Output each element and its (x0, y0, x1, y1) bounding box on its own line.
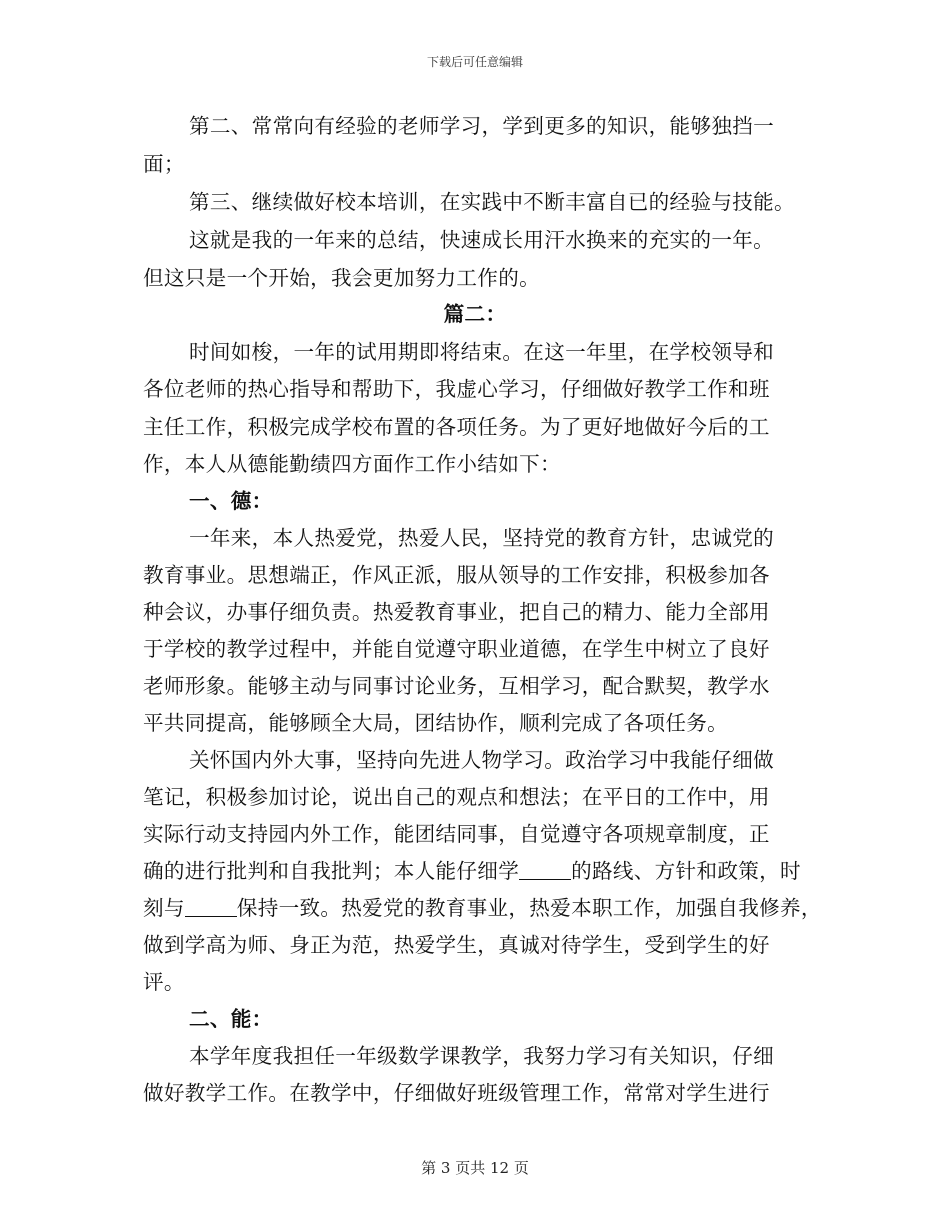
paragraph-line: 主任工作，积极完成学校布置的各项任务。为了更好地做好今后的工 (143, 415, 770, 439)
line-text: 确的进行批判和自我批判；本人能仔细学 (143, 859, 520, 883)
paragraph-line: 各位老师的热心指导和帮助下，我虚心学习，仔细做好教学工作和班 (143, 377, 770, 401)
line-text: 保持一致。热爱党的教育事业，热爱本职工作，加强自我修养， (236, 896, 822, 920)
paragraph-line: 评。 (143, 970, 185, 994)
subsection-heading: 二、能： (189, 1007, 273, 1031)
paragraph-line: 但这只是一个开始，我会更加努力工作的。 (143, 266, 540, 290)
paragraph-line: 面； (143, 152, 185, 176)
paragraph-line: 一年来，本人热爱党，热爱人民，坚持党的教育方针，忠诚党的 (189, 526, 775, 550)
paragraph-line: 时间如梭，一年的试用期即将结束。在这一年里，在学校领导和 (189, 340, 775, 364)
paragraph-line: 第三、继续做好校本培训，在实践中不断丰富自已的经验与技能。 (189, 190, 795, 214)
paragraph-line: 第二、常常向有经验的老师学习，学到更多的知识，能够独挡一 (189, 114, 775, 138)
paragraph-line: 教育事业。思想端正，作风正派，服从领导的工作安排，积极参加各 (143, 563, 770, 587)
paragraph-line: 种会议，办事仔细负责。热爱教育事业，把自己的精力、能力全部用 (143, 600, 770, 624)
paragraph-line: 做好教学工作。在教学中，仔细做好班级管理工作，常常对学生进行 (143, 1081, 770, 1105)
blank-underline (519, 859, 571, 880)
paragraph-line: 作，本人从德能勤绩四方面作工作小结如下： (143, 452, 561, 476)
paragraph-line: 关怀国内外大事，坚持向先进人物学习。政治学习中我能仔细做 (189, 748, 775, 772)
paragraph-line: 做到学高为师、身正为范，热爱学生，真诚对待学生，受到学生的好 (143, 933, 770, 957)
paragraph-line: 平共同提高，能够顾全大局，团结协作，顺利完成了各项任务。 (143, 711, 729, 735)
paragraph-line: 本学年度我担任一年级数学课教学，我努力学习有关知识，仔细 (189, 1044, 775, 1068)
blank-underline (185, 896, 237, 917)
paragraph-line: 老师形象。能够主动与同事讨论业务，互相学习，配合默契，教学水 (143, 674, 770, 698)
paragraph-line: 实际行动支持园内外工作，能团结同事，自觉遵守各项规章制度，正 (143, 822, 770, 846)
page-number: 第 3 页共 12 页 (421, 1159, 529, 1177)
line-text: 刻与 (143, 896, 185, 920)
subsection-heading: 一、德： (189, 489, 273, 513)
paragraph-line: 这就是我的一年来的总结，快速成长用汗水换来的充实的一年。 (189, 228, 775, 252)
paragraph-line: 于学校的教学过程中，并能自觉遵守职业道德，在学生中树立了良好 (143, 637, 770, 661)
line-text: 的路线、方针和政策，时 (571, 859, 801, 883)
section-heading: 篇二： (443, 302, 507, 326)
paragraph-line: 笔记，积极参加讨论，说出自己的观点和想法；在平日的工作中，用 (143, 785, 770, 809)
page-header: 下载后可任意编辑 (426, 55, 523, 69)
paragraph-line (143, 893, 822, 923)
paragraph-line (143, 856, 801, 886)
